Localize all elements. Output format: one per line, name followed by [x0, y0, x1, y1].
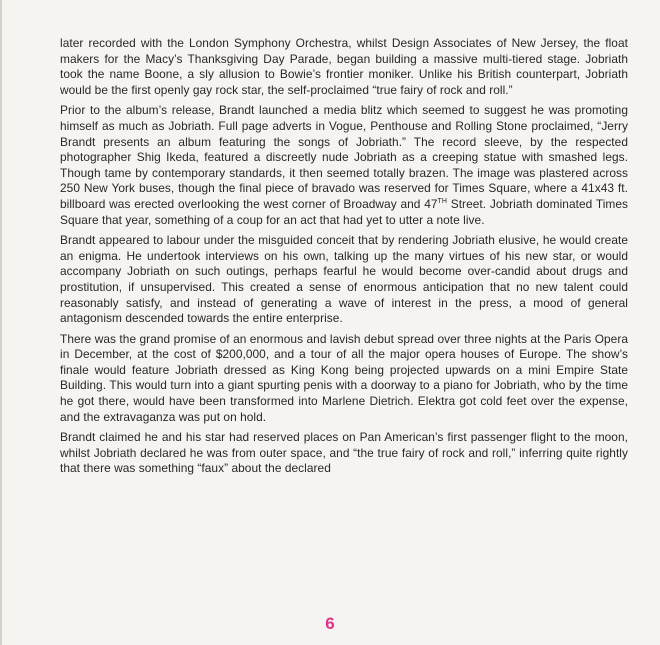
paragraph: Brandt claimed he and his star had reserved places on Pan American’s first passenger flight to the moon, whilst Jobriath declared he was from outer space, and “the true fairy of rock and roll,” inferring quite rightly that there was something “faux” about the declared	[60, 430, 628, 476]
page-body	[60, 36, 628, 482]
page-number: 6	[325, 614, 335, 633]
paragraph: later recorded with the London Symphony Orchestra, whilst Design Associates of New Jersey, the float makers for the Macy’s Thanksgiving Day Parade, began building a massive multi-tiered stage. Jobriath took the name Boone, a sly allusion to Bowie’s frontier moniker. Unlike his British counterpart, Jobriath would be the first openly gay rock star, the self-proclaimed “true fairy of rock and roll.”	[60, 36, 628, 97]
paragraph: There was the grand promise of an enormous and lavish debut spread over three nights at the Paris Opera in December, at the cost of $200,000, and a tour of all the major opera houses of Europe. The show’s finale would feature Jobriath dressed as King Kong being projected upwards on a mini Empire State Building. This would turn into a giant spurting penis with a doorway to a piano for Jobriath, who by the time he got there, would have been transformed into Marlene Dietrich. Elektra got cold feet over the expense, and the extravaganza was put on hold.	[60, 331, 628, 424]
page-edge	[0, 0, 2, 645]
paragraph	[60, 103, 628, 228]
paragraph-text-tail: Street. Jobriath dominated Times Square that year, something of a coup for an act that had yet to utter a note live.	[60, 196, 628, 227]
paragraph: Brandt appeared to labour under the misguided conceit that by rendering Jobriath elusive, he would create an enigma. He undertook interviews on his own, talking up the many virtues of his new star, or would accompany Jobriath on such outings, perhaps fearful he would become over-candid about drugs and prostitution, if unsupervised. This created a sense of enormous anticipation that no new talent could reasonably satisfy, and instead of generating a wave of interest in the press, a mood of general antagonism descended towards the entire enterprise.	[60, 233, 628, 326]
paragraph-text: Prior to the album’s release, Brandt launched a media blitz which seemed to suggest he was promoting himself as much as Jobriath. Full page adverts in Vogue, Penthouse and Rolling Stone proclaimed, “Jerry Brandt presents an album featuring the songs of Jobriath.” The record sleeve, by the respected photographer Shig Ikeda, featured a discreetly nude Jobriath as a creeping statue with smashed legs. Though tame by contemporary standards, it then seemed totally brazen. The image was plastered across 250 New York buses, though the final piece of bravado was reserved for Times Square, where a 41x43 ft. billboard was erected overlooking the west corner of Broadway and 47	[60, 103, 628, 211]
ordinal-suffix: TH	[437, 197, 447, 205]
